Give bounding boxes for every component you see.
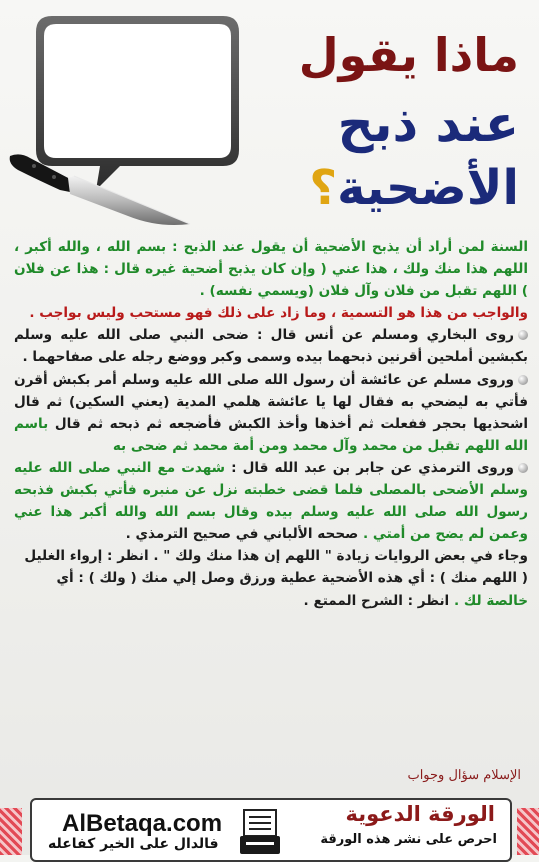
source-credit: الإسلام سؤال وجواب	[407, 768, 521, 783]
footer-slogan: فالدال على الخير كفاعله	[48, 836, 219, 852]
bukhari-text: روى البخاري ومسلم عن أنس قال : ضحى النبي صلى الله عليه وسلم بكبشين أملحين أقرنين ذبحهما بيده وسمى وكبر ووضع رجله على صفاحهما .	[14, 327, 528, 366]
decorative-stripe-right	[517, 808, 539, 855]
muslim-quote: باسم الله اللهم تقبل من محمد وآل محمد ومن أمة محمد ثم ضحى به	[14, 415, 528, 454]
paragraph-opening	[14, 236, 528, 302]
paragraph-bukhari	[14, 324, 528, 368]
website-link[interactable]: AlBetaqa.com	[62, 810, 223, 837]
paragraph-closing	[14, 590, 528, 612]
bullet-icon	[518, 330, 528, 340]
title-line-2: عند ذبح	[337, 95, 519, 153]
paragraph-tirmidhi	[14, 457, 528, 545]
bullet-icon	[518, 463, 528, 473]
footer-banner	[0, 790, 539, 855]
tirmidhi-grading: صححه الألباني في صحيح الترمذي .	[125, 526, 359, 543]
paragraph-obligation: والواجب من هذا هو التسمية ، وما زاد على ذلك فهو مستحب وليس بواجب .	[29, 305, 528, 322]
title-line-3-text: الأضحية	[337, 160, 519, 216]
tirmidhi-text: شهدت مع النبي صلى الله عليه وسلم الأضحى بالمصلى فلما قضى خطبته نزل عن منبره فأتي بكبش فذبحه رسول الله صلى الله عليه وسلم بيده وقال بسم الله والله أكبر هذا عني وعمن لم يضح من أمتي .	[14, 459, 528, 543]
opening-line: السنة لمن أراد أن يذبح الأضحية أن يقول عند الذبح : بسم الله ، والله أكبر	[25, 239, 528, 255]
question-mark: ؟	[309, 160, 338, 216]
paragraph-explanation: ( اللهم منك ) : أي هذه الأضحية عطية ورزق وصل إلي منك ( ولك ) : أي	[56, 570, 528, 587]
tirmidhi-intro: وروى الترمذي عن جابر بن عبد الله قال :	[231, 459, 515, 476]
brand-name: الورقة الدعوية	[345, 802, 495, 826]
printer-icon	[238, 832, 282, 856]
title-line-1: ماذا يقول	[298, 28, 519, 82]
paragraph-addition: وجاء في بعض الروايات زيادة " اللهم إن هذا منك ولك " . انظر : إرواء الغليل	[24, 548, 528, 565]
title-line-3	[309, 160, 519, 216]
footer-tagline: احرص على نشر هذه الورقة	[320, 832, 497, 847]
knife-icon	[8, 150, 193, 230]
closing-reference: انظر : الشرح الممتع .	[303, 592, 450, 609]
article-body	[14, 236, 528, 612]
decorative-stripe-left	[0, 808, 22, 855]
muslim-text: وروى مسلم عن عائشة أن رسول الله صلى الله عليه وسلم أمر بكبش أقرن فأتي به ليضحي به فقال لها يا عائشة هلمي المدية (يعني السكين) ثم قال اشحذيها بحجر ففعلت ثم أخذها وأخذ الكبش فأضجعه ثم ذبحه ثم قال	[14, 371, 528, 432]
closing-text: خالصة لك .	[453, 592, 528, 609]
bullet-icon	[518, 375, 528, 385]
opening-continuation: ، اللهم هذا منك ولك ، هذا عني ( وإن كان يذبح أضحية غيره قال : هذا عن فلان ) اللهم تقبل من فلان وآل فلان (ويسمي نفسه) .	[14, 239, 528, 300]
paragraph-muslim	[14, 369, 528, 457]
